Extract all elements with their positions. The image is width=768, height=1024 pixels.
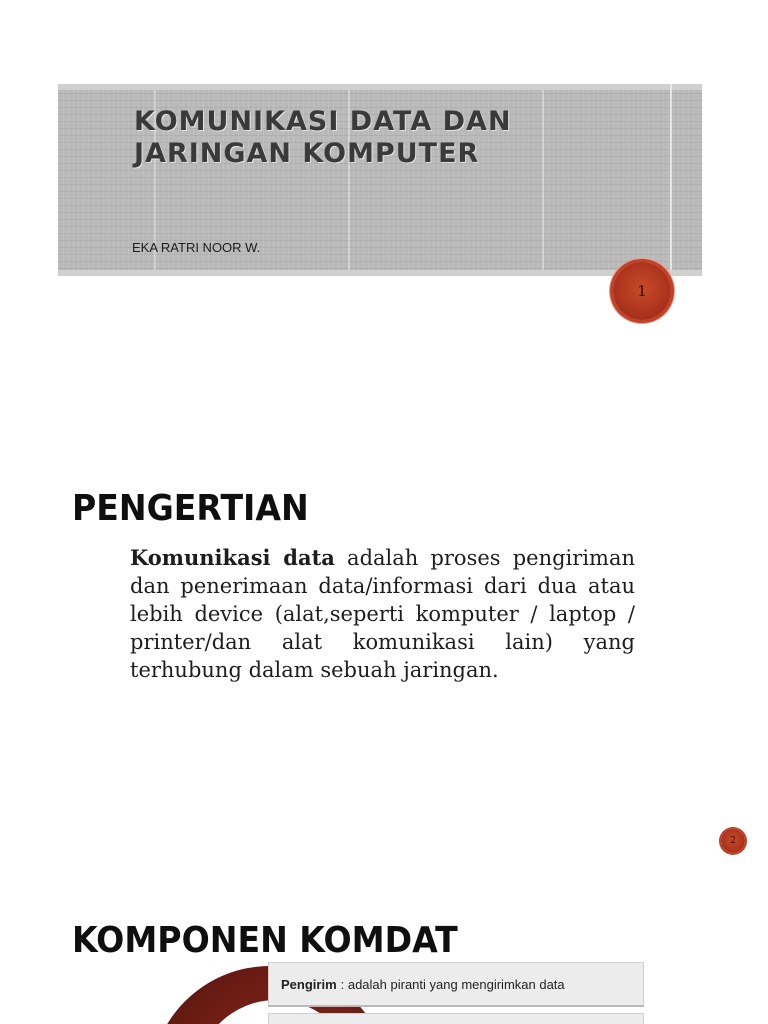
components-slide xyxy=(0,880,768,1024)
definition-term: Komunikasi data xyxy=(130,545,335,570)
title-slide xyxy=(0,0,768,440)
banner-top-edge xyxy=(58,84,702,90)
slide-number-badge: 2 xyxy=(721,829,745,853)
definition-body: adalah proses pengiriman dan penerimaan data/informasi dari dua atau lebih device (alat,seperti komputer / laptop / printer/dan alat komunikasi lain) yang terhubung dalam sebuah jaringan. xyxy=(130,546,635,682)
definition-slide xyxy=(0,440,768,880)
definition-paragraph xyxy=(130,544,635,684)
component-item xyxy=(268,1013,644,1024)
component-item-pengirim xyxy=(268,962,644,1007)
presentation-title: KOMUNIKASI DATA DAN JARINGAN KOMPUTER xyxy=(134,106,512,169)
component-desc: : adalah piranti yang mengirimkan data xyxy=(340,976,565,992)
component-term: Pengirim xyxy=(281,976,337,992)
slide-number-badge: 1 xyxy=(613,262,671,320)
component-list xyxy=(268,962,644,1024)
section-heading: PENGERTIAN xyxy=(72,488,309,529)
section-heading: KOMPONEN KOMDAT xyxy=(72,920,458,961)
title-banner xyxy=(58,84,702,276)
banner-bottom-edge xyxy=(58,270,702,276)
author-name: EKA RATRI NOOR W. xyxy=(132,240,261,255)
